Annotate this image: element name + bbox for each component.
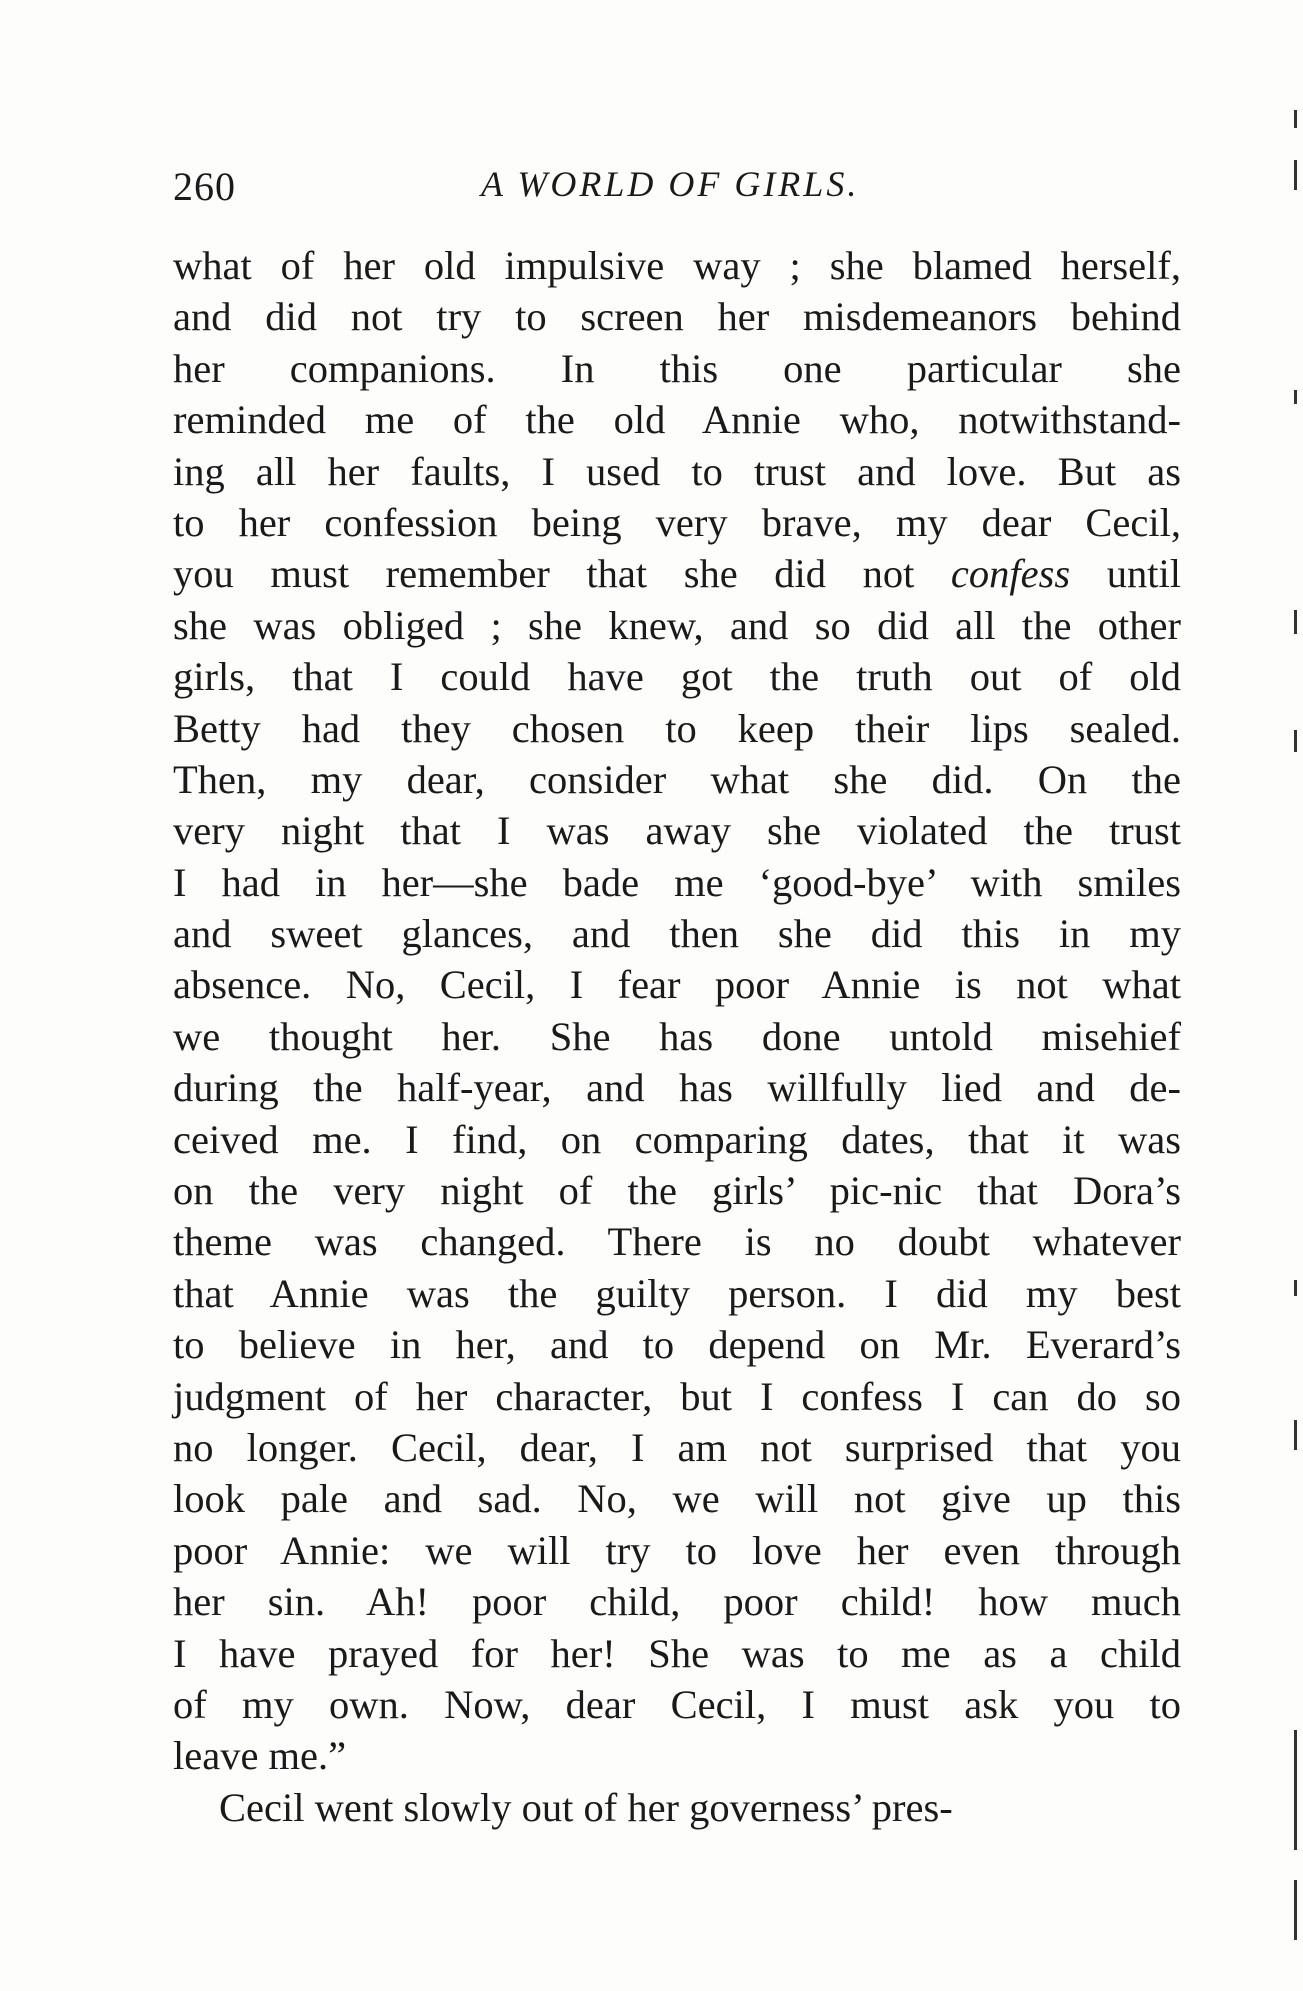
body-text <box>173 240 1181 1833</box>
scan-mark <box>1294 610 1297 634</box>
text-line: her sin. Ah! poor child, poor child! how much <box>173 1579 1181 1625</box>
text-line: ing all her faults, I used to trust and love. But as <box>173 448 1181 494</box>
text-line: that Annie was the guilty person. I did my best <box>173 1270 1181 1316</box>
scan-mark <box>1294 110 1297 128</box>
text-line: ceived me. I find, on comparing dates, that it was <box>173 1116 1181 1162</box>
text-line: Betty had they chosen to keep their lips sealed. <box>173 705 1181 751</box>
scan-mark <box>1294 1280 1297 1296</box>
page-number: 260 <box>173 164 236 209</box>
text-line: judgment of her character, but I confess I can do so <box>173 1373 1181 1419</box>
text-line: no longer. Cecil, dear, I am not surprised that you <box>173 1424 1181 1470</box>
text-line: poor Annie: we will try to love her even through <box>173 1527 1181 1573</box>
text-line: her companions. In this one particular she <box>173 345 1181 391</box>
text-line: on the very night of the girls’ pic-nic that Dora’s <box>173 1168 1181 1214</box>
page-edge-scan-marks <box>1273 90 1303 1970</box>
text-line: theme was changed. There is no doubt whatever <box>173 1219 1181 1265</box>
text-line: reminded me of the old Annie who, notwithstand- <box>173 397 1181 443</box>
scan-mark <box>1294 730 1297 752</box>
text-line: during the half-year, and has willfully lied and de- <box>173 1065 1181 1111</box>
scan-mark <box>1294 160 1297 190</box>
text-line: girls, that I could have got the truth out of old <box>173 654 1181 700</box>
text-line: and sweet glances, and then she did this in my <box>173 911 1181 957</box>
text-line: leave me.” <box>173 1733 347 1779</box>
scan-mark <box>1294 1420 1297 1450</box>
text-line: to her confession being very brave, my dear Cecil, <box>173 499 1181 545</box>
scan-mark <box>1294 390 1297 404</box>
text-line: and did not try to screen her misdemeanors behind <box>173 294 1181 340</box>
text-line: to believe in her, and to depend on Mr. Everard’s <box>173 1322 1181 1368</box>
text-line: what of her old impulsive way ; she blamed herself, <box>173 243 1181 288</box>
text-line: very night that I was away she violated the trust <box>173 808 1181 854</box>
text-segment: until <box>1070 551 1181 597</box>
text-line: I have prayed for her! She was to me as a child <box>173 1630 1181 1676</box>
scan-mark <box>1294 1730 1297 1850</box>
emphasized-word: confess <box>950 551 1071 597</box>
text-line: she was obliged ; she knew, and so did all the other <box>173 602 1181 648</box>
text-segment: you must remember that she did not <box>173 551 951 597</box>
scan-mark <box>1294 1880 1297 1940</box>
text-line-with-emphasis <box>173 548 1181 599</box>
text-line: absence. No, Cecil, I fear poor Annie is not what <box>173 962 1181 1008</box>
running-title: A WORLD OF GIRLS. <box>481 164 860 204</box>
text-line: I had in her—she bade me ‘good-bye’ with smiles <box>173 859 1181 905</box>
text-line: look pale and sad. No, we will not give up this <box>173 1476 1181 1522</box>
page-header <box>173 163 1173 213</box>
text-line: we thought her. She has done untold misehief <box>173 1013 1181 1059</box>
text-line: of my own. Now, dear Cecil, I must ask you to <box>173 1681 1181 1727</box>
paragraph-start-line: Cecil went slowly out of her governess’ pres- <box>219 1784 953 1830</box>
text-line: Then, my dear, consider what she did. On the <box>173 756 1181 802</box>
